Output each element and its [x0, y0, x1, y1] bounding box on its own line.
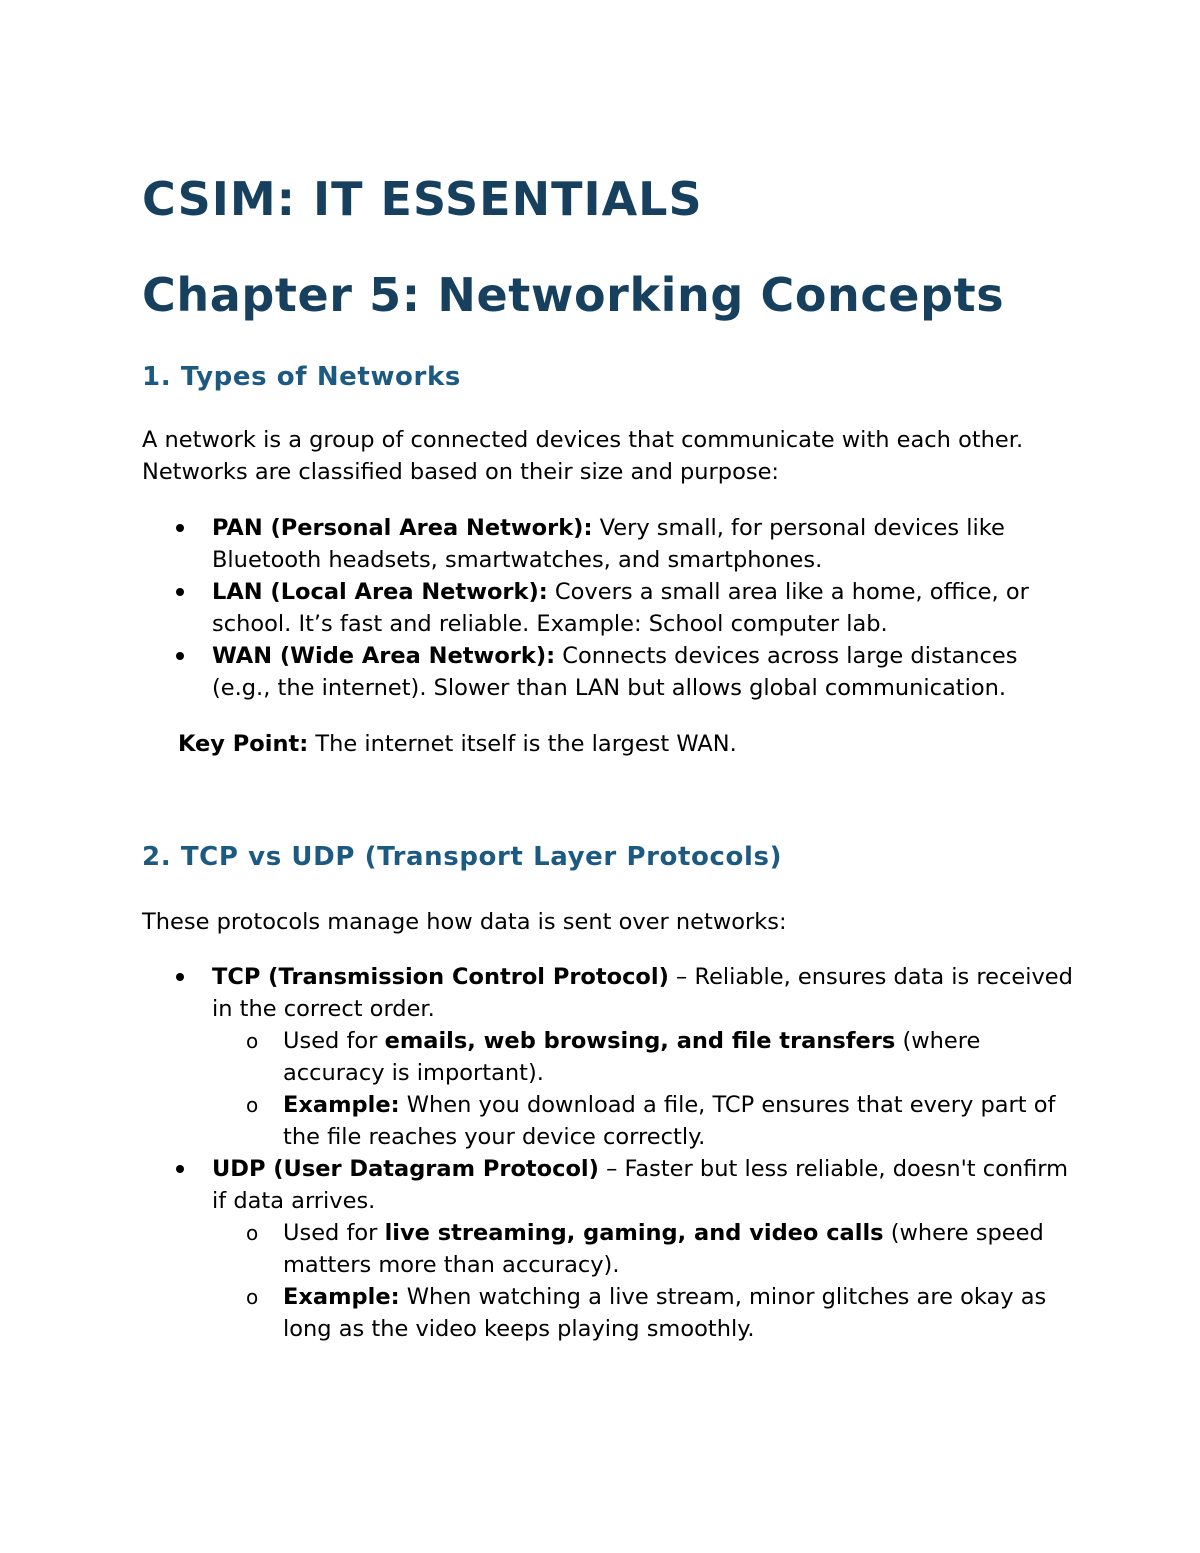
document-title: CSIM: IT ESSENTIALS — [142, 172, 703, 226]
tcp-sub-list — [212, 1025, 1082, 1153]
term-lan: LAN (Local Area Network): — [212, 579, 548, 605]
list-item-wan — [142, 640, 1082, 704]
chapter-title: Chapter 5: Networking Concepts — [142, 268, 1005, 322]
sub-bullet-icon: o — [246, 1093, 259, 1117]
term-wan: WAN (Wide Area Network): — [212, 643, 556, 669]
sub-item-bold: Example: — [283, 1092, 400, 1118]
sub-list-item — [212, 1281, 1082, 1345]
bullet-icon — [176, 652, 184, 660]
section-intro-paragraph: These protocols manage how data is sent over networks: — [142, 909, 787, 935]
sub-item-suffix: (where speed matters more than accuracy). — [283, 1220, 1044, 1278]
description-lan: Covers a small area like a home, office, or school. It’s fast and reliable. Example: School computer lab. — [212, 579, 1029, 637]
sub-item-prefix: Used for — [283, 1028, 385, 1054]
list-item-udp — [142, 1153, 1082, 1345]
udp-sub-list — [212, 1217, 1082, 1345]
description-tcp: – Reliable, ensures data is received in the correct order. — [212, 964, 1073, 1022]
term-udp: UDP (User Datagram Protocol) — [212, 1156, 599, 1182]
bullet-icon — [176, 973, 184, 981]
key-point-note — [178, 728, 737, 760]
sub-item-suffix: (where accuracy is important). — [283, 1028, 981, 1086]
sub-item-suffix: When watching a live stream, minor glitches are okay as long as the video keeps playing smoothly. — [283, 1284, 1047, 1342]
sub-bullet-icon: o — [246, 1285, 259, 1309]
sub-item-prefix: Used for — [283, 1220, 385, 1246]
list-item-lan — [142, 576, 1082, 640]
sub-bullet-icon: o — [246, 1221, 259, 1245]
section-intro-paragraph: A network is a group of connected devices that communicate with each other. Networks are classified based on their size and purpose: — [142, 427, 1024, 485]
network-types-list — [142, 512, 1082, 704]
sub-item-suffix: When you download a file, TCP ensures that every part of the file reaches your device correctly. — [283, 1092, 1056, 1150]
bullet-icon — [176, 1165, 184, 1173]
description-pan: Very small, for personal devices like Bluetooth headsets, smartwatches, and smartphones. — [212, 515, 1005, 573]
description-wan: Connects devices across large distances (e.g., the internet). Slower than LAN but allows global communication. — [212, 643, 1018, 701]
section-heading-types-of-networks: 1. Types of Networks — [142, 362, 461, 392]
description-udp: – Faster but less reliable, doesn't confirm if data arrives. — [212, 1156, 1069, 1214]
term-tcp: TCP (Transmission Control Protocol) — [212, 964, 669, 990]
sub-list-item — [212, 1217, 1082, 1281]
protocols-list — [142, 961, 1082, 1345]
term-pan: PAN (Personal Area Network): — [212, 515, 593, 541]
sub-item-bold: Example: — [283, 1284, 400, 1310]
bullet-icon — [176, 524, 184, 532]
sub-bullet-icon: o — [246, 1029, 259, 1053]
key-point-text: The internet itself is the largest WAN. — [308, 731, 737, 757]
sub-list-item — [212, 1025, 1082, 1089]
list-item-tcp — [142, 961, 1082, 1153]
key-point-label: Key Point: — [178, 731, 309, 757]
sub-list-item — [212, 1089, 1082, 1153]
sub-item-bold: emails, web browsing, and file transfers — [384, 1028, 896, 1054]
sub-item-bold: live streaming, gaming, and video calls — [384, 1220, 884, 1246]
bullet-icon — [176, 588, 184, 596]
list-item-pan — [142, 512, 1082, 576]
section-heading-tcp-vs-udp: 2. TCP vs UDP (Transport Layer Protocols) — [142, 842, 783, 872]
